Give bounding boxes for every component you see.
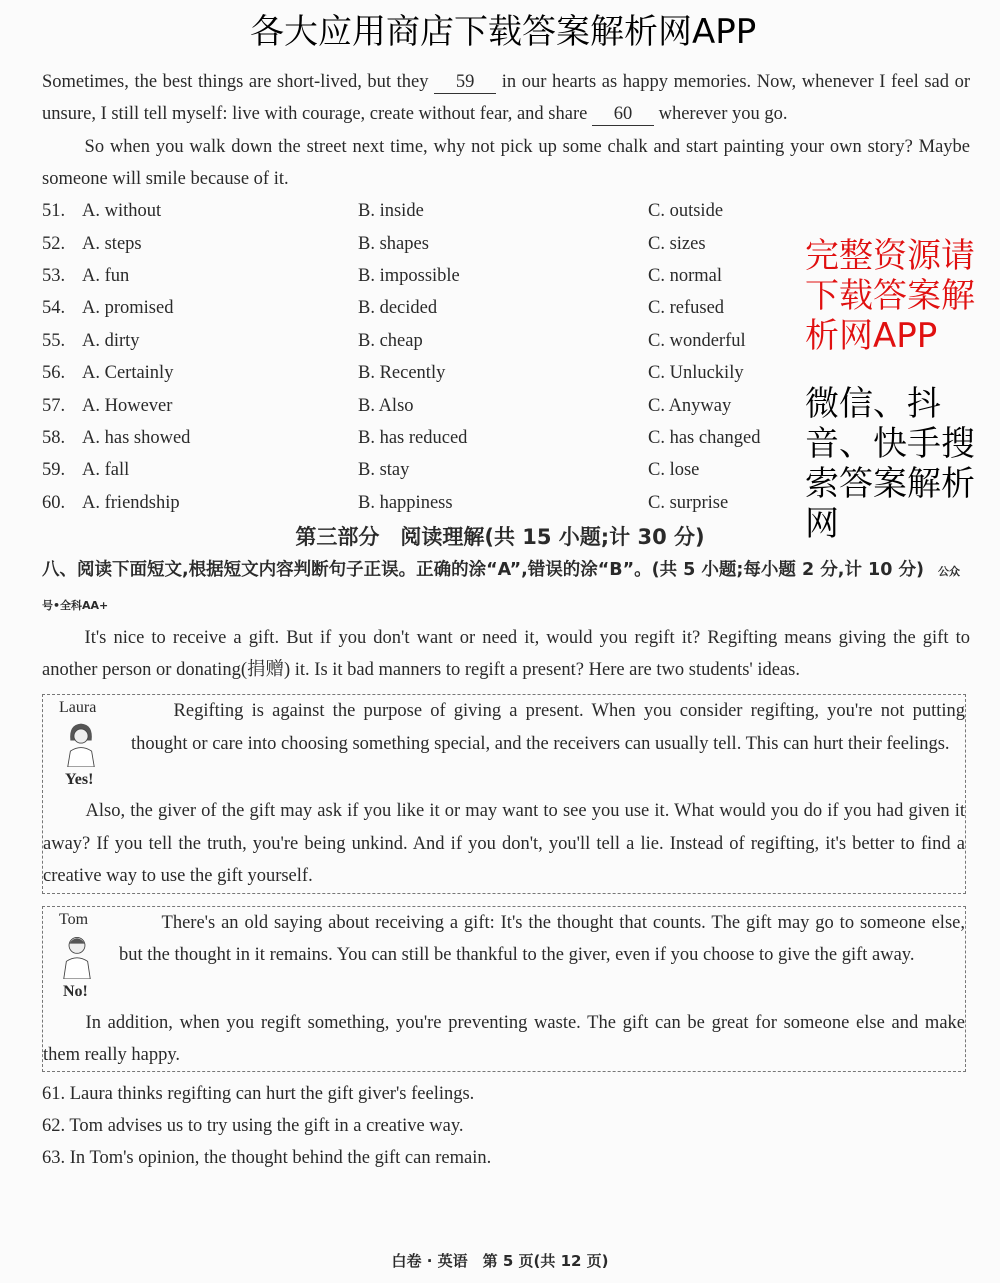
boy-avatar-icon — [57, 933, 97, 979]
page-footer: 白卷 · 英语 第 5 页(共 12 页) — [391, 1252, 609, 1270]
option-a: A. steps — [82, 233, 142, 254]
option-c: C. refused — [648, 298, 725, 319]
option-c: C. lose — [648, 460, 700, 481]
option-a: A. fall — [82, 460, 130, 481]
option-b: B. has reduced — [358, 428, 468, 449]
laura-stance: Yes! — [65, 771, 94, 789]
option-c: C. Unluckily — [648, 363, 744, 384]
q-num: 54. — [42, 298, 66, 319]
laura-side — [43, 695, 131, 795]
option-c: C. sizes — [648, 233, 706, 254]
q-num: 53. — [42, 266, 66, 287]
option-a: A. Certainly — [82, 363, 174, 384]
option-c: C. normal — [648, 266, 722, 287]
tom-name: Tom — [59, 910, 89, 928]
page-content — [42, 66, 970, 1174]
option-a: A. has showed — [82, 428, 191, 449]
option-b: B. shapes — [358, 233, 429, 254]
tom-text-2: In addition, when you regift something, you're preventing waste. The gift can be great for someone else and make them really happy. — [43, 1012, 965, 1065]
option-c: C. Anyway — [648, 395, 732, 416]
tom-opinion-box — [42, 906, 966, 1073]
q-num: 55. — [42, 330, 66, 351]
option-b: B. stay — [358, 460, 410, 481]
q-num: 52. — [42, 233, 66, 254]
option-row — [42, 196, 792, 228]
text: Sometimes, the best things are short-lived, but they — [42, 72, 429, 92]
instruction-text: 八、阅读下面短文,根据短文内容判断句子正误。正确的涂“A”,错误的涂“B”。(共 5 小题;每小题 2 分,计 10 分) — [42, 559, 924, 580]
option-b: B. happiness — [358, 492, 453, 513]
tom-side — [43, 907, 119, 1007]
q-num: 59. — [42, 460, 66, 481]
laura-text-2: Also, the giver of the gift may ask if you like it or may want to see you use it. What would you do if you had given it away? If you tell the truth, you're being unkind. And if you don't, you'll tell a lie. Instead of regifting, it's better to find a creative way to use the gift yourself. — [43, 801, 965, 887]
q-num: 60. — [42, 492, 66, 513]
intro-paragraph: It's nice to receive a gift. But if you don't want or need it, would you regift it? Regifting means giving the gift to another person or donating(捐赠) it. Is it bad manners to regift a present? Here are two students' ideas. — [42, 627, 970, 680]
passage-paragraph-2: So when you walk down the street next time, why not pick up some chalk and start painting your own story? Maybe someone will smile because of it. — [42, 136, 970, 190]
option-b: B. decided — [358, 298, 438, 319]
watermark-2: 完整资源请下载答案解析网APP — [805, 236, 975, 356]
blank-59: 59 — [434, 71, 496, 94]
instruction-note: 公众号•全科AA+ — [42, 564, 960, 612]
text: in our hearts as happy memories. Now, whenever I feel sad or unsure, I still tell myself: live with courage, create without fear, and share — [42, 72, 971, 125]
question-61: 61. Laura thinks regifting can hurt the gift giver's feelings. — [42, 1084, 475, 1105]
option-row — [42, 358, 792, 390]
watermark-1: 各大应用商店下载答案解析网APP — [250, 12, 757, 52]
q-num: 58. — [42, 428, 66, 449]
passage-paragraph-1 — [42, 66, 970, 131]
option-a: A. However — [82, 395, 173, 416]
laura-text-1: Regifting is against the purpose of giving a present. When you consider regifting, you're not putting thought or care into choosing something special, and the receivers can usually tell. This can hurt their feelings. — [131, 701, 965, 754]
q-num: 56. — [42, 363, 66, 384]
option-row — [42, 325, 792, 357]
option-c: C. outside — [648, 201, 724, 222]
option-row — [42, 390, 792, 422]
option-a: A. dirty — [82, 330, 140, 351]
question-62: 62. Tom advises us to try using the gift in a creative way. — [42, 1116, 464, 1137]
option-b: B. inside — [358, 201, 424, 222]
option-row — [42, 293, 792, 325]
options-list — [42, 196, 792, 520]
option-b: B. Recently — [358, 363, 446, 384]
question-63: 63. In Tom's opinion, the thought behind the gift can remain. — [42, 1148, 492, 1169]
option-c: C. surprise — [648, 492, 729, 513]
option-b: B. cheap — [358, 330, 423, 351]
tom-stance: No! — [63, 982, 88, 1000]
option-c: C. wonderful — [648, 330, 746, 351]
option-c: C. has changed — [648, 428, 761, 449]
option-b: B. impossible — [358, 266, 460, 287]
option-a: A. promised — [82, 298, 174, 319]
option-row — [42, 455, 792, 487]
option-row — [42, 422, 792, 454]
girl-avatar-icon — [61, 721, 101, 767]
instruction — [42, 554, 970, 622]
section-title: 第三部分 阅读理解(共 15 小题;计 30 分) — [295, 524, 705, 549]
option-b: B. Also — [358, 395, 414, 416]
q-num: 51. — [42, 201, 66, 222]
q-num: 57. — [42, 395, 66, 416]
laura-opinion-box — [42, 694, 966, 893]
tom-text-1: There's an old saying about receiving a gift: It's the thought that counts. The gift may go to someone else, but the thought in it remains. You can still be thankful to the giver, even if you choose to give the gift away. — [119, 912, 965, 965]
laura-name: Laura — [59, 699, 97, 717]
option-a: A. fun — [82, 266, 130, 287]
option-row — [42, 487, 792, 519]
watermark-3: 微信、抖音、快手搜索答案解析网 — [805, 384, 975, 544]
option-row — [42, 260, 792, 292]
option-row — [42, 228, 792, 260]
option-a: A. friendship — [82, 492, 180, 513]
option-a: A. without — [82, 201, 162, 222]
blank-60: 60 — [592, 103, 654, 126]
text: wherever you go. — [658, 104, 788, 125]
